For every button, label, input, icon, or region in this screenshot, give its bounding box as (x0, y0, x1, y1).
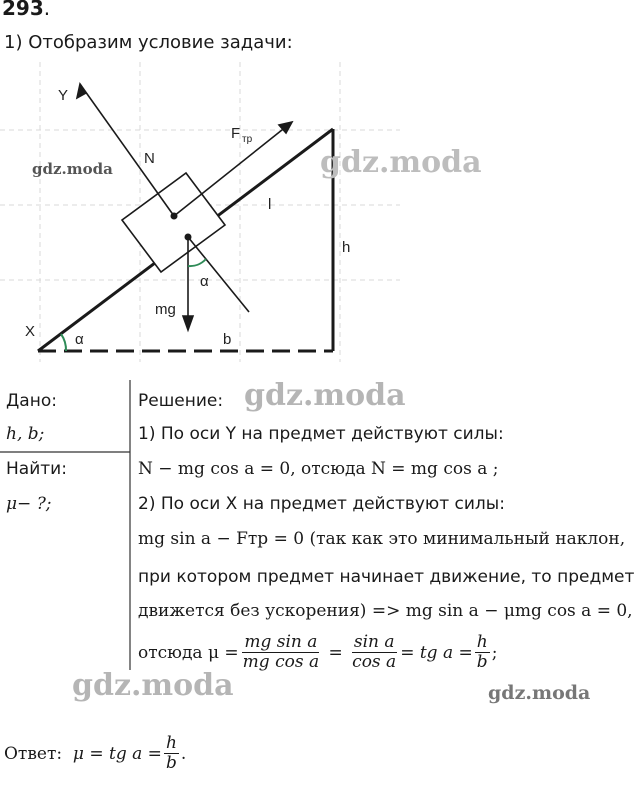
answer-fraction (164, 734, 179, 773)
watermark-solution: gdz.moda (244, 378, 406, 413)
fraction-h-b (475, 633, 490, 672)
fraction-mg-num: mg sin a (244, 632, 318, 652)
solution-line-2: N − mg cos a = 0, отсюда N = mg cos a ; (138, 459, 499, 479)
solution-line-4: mg sin a − Fтр = 0 (так как это минимальный наклон, (138, 529, 626, 549)
line7-end: ; (491, 642, 498, 663)
intro-text: 1) Отобразим условие задачи: (4, 32, 293, 53)
force-vectors (77, 84, 292, 330)
label-alpha-mg: α (200, 273, 209, 290)
answer-end: . (180, 743, 187, 764)
solution-line-7: отсюда μ = $\frac{\text{mg sin a}}{\text{mg cos a}}$ = $\frac{\text{sin a}}{\text{cos a}}$ = tg a = $\frac{h}{b}$ ; (138, 632, 498, 672)
label-f: F (231, 125, 241, 142)
answer-line (4, 734, 186, 773)
fraction-mg-den: mg cos a (242, 652, 320, 672)
label-mg: mg (155, 301, 176, 318)
physics-diagram (0, 62, 482, 362)
watermark-bottom-right: gdz.moda (488, 682, 591, 704)
eq-tg: = tg a = (400, 642, 473, 663)
fraction-b-den: b (476, 652, 488, 672)
watermark-bottom-left: gdz.moda (72, 668, 234, 703)
fraction-cos-den: cos a (352, 652, 397, 672)
label-n: N (144, 150, 155, 167)
center-point (171, 213, 178, 220)
watermark-small: gdz.moda (32, 160, 113, 178)
fraction-sin-cos (350, 633, 398, 672)
angle-arc-base (61, 334, 66, 351)
find-value: μ− ?; (6, 494, 52, 514)
given-values: h, b; (6, 424, 45, 444)
label-b: b (223, 331, 232, 348)
given-title: Дано: (6, 391, 57, 411)
label-h: h (342, 239, 351, 256)
label-y: Y (58, 87, 69, 104)
angle-arc-mg (188, 259, 206, 266)
solution-line-3: 2) По оси X на предмет действуют силы: (138, 494, 505, 514)
fraction-sin-num: sin a (353, 632, 395, 652)
label-l: l (268, 196, 272, 213)
find-title: Найти: (6, 459, 67, 479)
watermark-diagram: gdz.moda (320, 145, 482, 180)
line7-prefix: отсюда μ = (138, 642, 239, 663)
answer-prefix: Ответ: (4, 743, 63, 764)
answer-num: h (165, 733, 177, 753)
fraction-mg (241, 633, 321, 672)
solution-line-6: движется без ускорения) => mg sin a − μmg cos a = 0, (138, 601, 633, 621)
problem-number: 293. (2, 0, 51, 20)
answer-eq: μ = tg a = (72, 743, 162, 764)
label-alpha-base: α (75, 331, 84, 348)
contact-point (185, 234, 192, 241)
solution-line-1: 1) По оси Y на предмет действуют силы: (138, 424, 504, 444)
label-x: X (25, 323, 36, 340)
label-f-sub: тр (242, 134, 253, 145)
solution-title: Решение: (138, 391, 224, 411)
fraction-h-num: h (476, 632, 488, 652)
answer-den: b (165, 753, 177, 773)
solution-line-5: при котором предмет начинает движение, то предмет (138, 567, 635, 587)
